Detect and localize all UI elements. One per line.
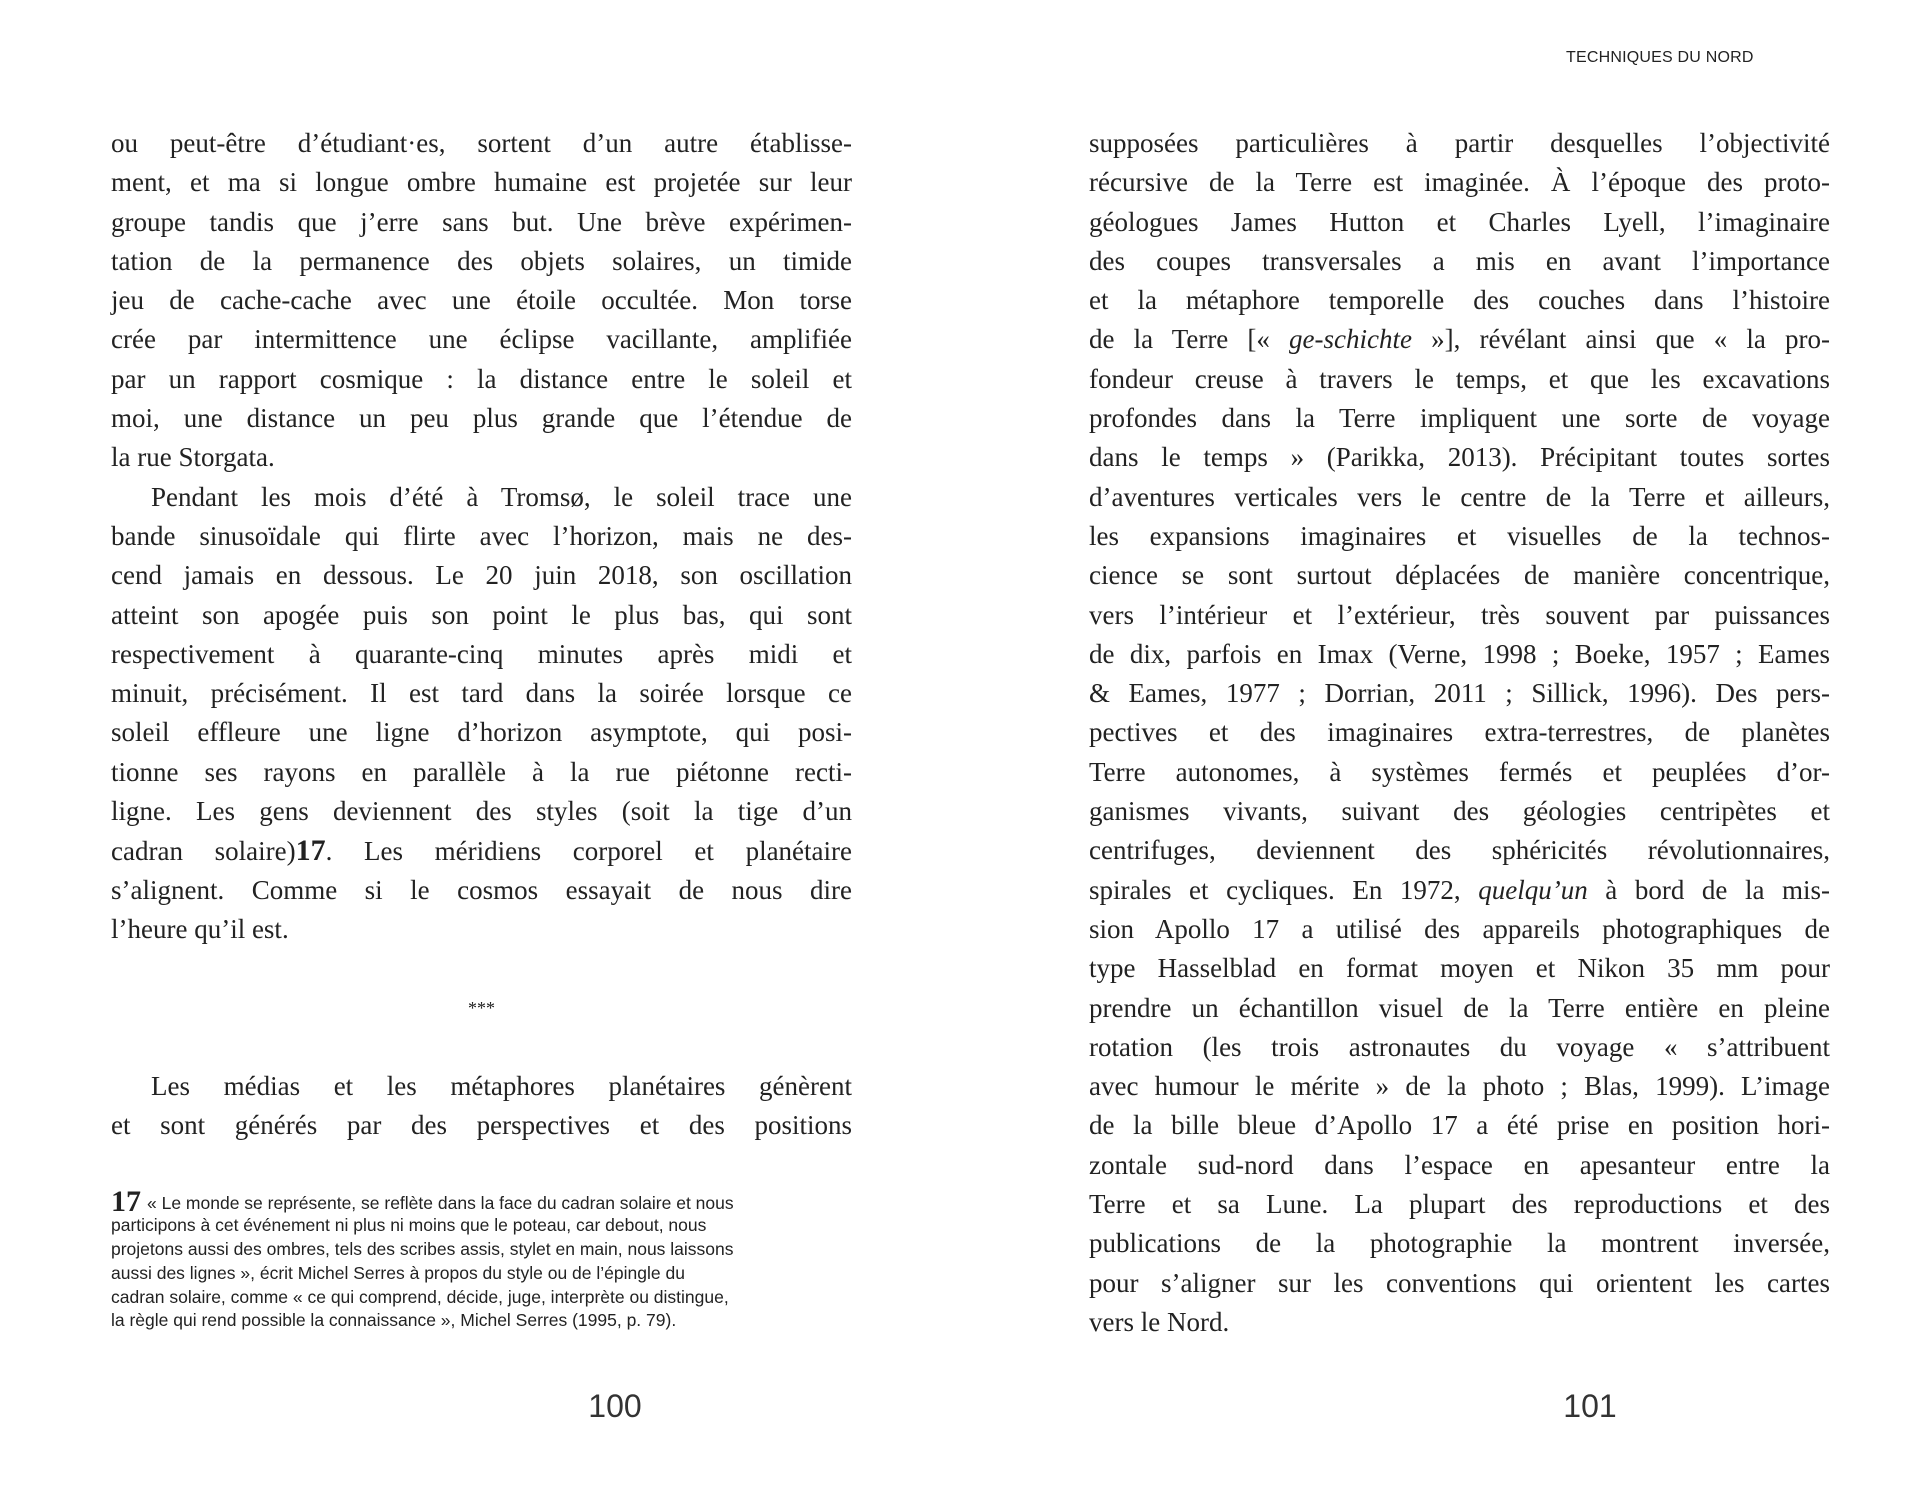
blank-line bbox=[111, 1028, 852, 1067]
text-segment: Les médias et les métaphores planétaires génèrent bbox=[151, 1071, 852, 1102]
text-line bbox=[111, 596, 852, 635]
text-segment: vers l’intérieur et l’extérieur, très souvent par puissances bbox=[1089, 599, 1830, 630]
text-line bbox=[111, 1106, 852, 1145]
text-line bbox=[1089, 1185, 1830, 1224]
text-segment: . Les méridiens corporel et planétaire bbox=[325, 836, 852, 867]
text-segment: ligne. Les gens deviennent des styles (soit la tige d’un bbox=[111, 796, 852, 827]
text-segment: jeu de cache-cache avec une étoile occultée. Mon torse bbox=[111, 285, 852, 316]
text-line bbox=[1089, 1146, 1830, 1185]
text-segment: géologues James Hutton et Charles Lyell, l’imaginaire bbox=[1089, 206, 1830, 237]
text-segment: spirales et cycliques. En 1972, bbox=[1089, 874, 1479, 905]
text-line bbox=[111, 438, 852, 477]
text-line bbox=[1089, 1067, 1830, 1106]
text-segment: et sont générés par des perspectives et des positions bbox=[111, 1110, 852, 1141]
text-segment: groupe tandis que j’erre sans but. Une brève expérimen- bbox=[111, 206, 852, 237]
text-line bbox=[1089, 1264, 1830, 1303]
text-segment: pour s’aligner sur les conventions qui orientent les cartes bbox=[1089, 1267, 1830, 1298]
text-segment: crée par intermittence une éclipse vacillante, amplifiée bbox=[111, 324, 852, 355]
text-line bbox=[1089, 242, 1830, 281]
text-line bbox=[111, 478, 852, 517]
text-line bbox=[1089, 478, 1830, 517]
text-segment: récursive de la Terre est imaginée. À l’époque des proto- bbox=[1089, 167, 1830, 198]
text-line bbox=[111, 360, 852, 399]
text-line bbox=[1089, 399, 1830, 438]
italic-text: ge-schichte bbox=[1289, 324, 1412, 355]
right-page-body bbox=[1089, 124, 1830, 1342]
text-segment: ou peut-être d’étudiant·es, sortent d’un autre établisse- bbox=[111, 128, 852, 158]
text-line bbox=[1089, 635, 1830, 674]
text-segment: publications de la photographie la montrent inversée, bbox=[1089, 1228, 1830, 1259]
text-segment: centrifuges, deviennent des sphéricités révolutionnaires, bbox=[1089, 835, 1830, 866]
text-line bbox=[111, 556, 852, 595]
text-line bbox=[111, 792, 852, 831]
text-segment: sion Apollo 17 a utilisé des appareils photographiques de bbox=[1089, 913, 1830, 944]
text-segment: tionne ses rayons en parallèle à la rue piétonne recti- bbox=[111, 756, 852, 787]
footnote-number: 17 bbox=[111, 1185, 141, 1218]
text-segment: cend jamais en dessous. Le 20 juin 2018, son oscillation bbox=[111, 560, 852, 591]
text-line bbox=[1089, 556, 1830, 595]
text-line bbox=[1089, 1303, 1830, 1342]
running-header: TECHNIQUES DU NORD bbox=[1566, 49, 1754, 66]
footnote-line bbox=[111, 1185, 871, 1218]
text-segment: »], révélant ainsi que « la pro- bbox=[1411, 324, 1831, 355]
text-line bbox=[1089, 438, 1830, 477]
text-segment: et la métaphore temporelle des couches dans l’histoire bbox=[1089, 285, 1830, 316]
text-line bbox=[1089, 989, 1830, 1028]
text-segment: Terre et sa Lune. La plupart des reproductions et des bbox=[1089, 1189, 1830, 1220]
text-segment: respectivement à quarante-cinq minutes après midi et bbox=[111, 638, 852, 669]
text-segment: de la Terre [« bbox=[1089, 324, 1290, 355]
text-segment: type Hasselblad en format moyen et Nikon 35 mm pour bbox=[1089, 953, 1830, 984]
text-line bbox=[1089, 871, 1830, 910]
text-segment: la rue Storgata. bbox=[111, 442, 275, 473]
text-segment: ment, et ma si longue ombre humaine est projetée sur leur bbox=[111, 167, 852, 198]
footnote-line: projetons aussi des ombres, tels des scribes assis, stylet en main, nous laissons bbox=[111, 1238, 734, 1259]
text-segment: tation de la permanence des objets solaires, un timide bbox=[111, 245, 852, 276]
text-segment: ganismes vivants, suivant des géologies centripètes et bbox=[1089, 796, 1830, 827]
text-segment: cience se sont surtout déplacées de manière concentrique, bbox=[1089, 560, 1830, 591]
text-line bbox=[1089, 792, 1830, 831]
text-line bbox=[1089, 1106, 1830, 1145]
text-segment: prendre un échantillon visuel de la Terre entière en pleine bbox=[1089, 992, 1830, 1023]
text-segment: minuit, précisément. Il est tard dans la soirée lorsque ce bbox=[111, 678, 852, 709]
text-segment: moi, une distance un peu plus grande que l’étendue de bbox=[111, 403, 852, 434]
text-line bbox=[111, 910, 852, 949]
text-line bbox=[1089, 1028, 1830, 1067]
text-segment: *** bbox=[468, 997, 495, 1018]
text-segment: profondes dans la Terre impliquent une sorte de voyage bbox=[1089, 403, 1830, 434]
text-line bbox=[1089, 124, 1830, 163]
text-segment: soleil effleure une ligne d’horizon asymptote, qui posi- bbox=[111, 717, 852, 748]
text-line bbox=[111, 517, 852, 556]
text-line bbox=[1089, 360, 1830, 399]
footnote-text: « Le monde se représente, se reflète dans la face du cadran solaire et nous bbox=[147, 1193, 734, 1213]
text-line bbox=[111, 871, 852, 910]
text-segment: de dix, parfois en Imax (Verne, 1998 ; Boeke, 1957 ; Eames bbox=[1089, 638, 1830, 669]
text-line bbox=[1089, 517, 1830, 556]
text-segment: fondeur creuse à travers le temps, et que les excavations bbox=[1089, 363, 1830, 394]
footnote-reference: 17 bbox=[295, 834, 326, 868]
footnote-line: participons à cet événement ni plus ni moins que le poteau, car debout, nous bbox=[111, 1214, 707, 1235]
text-segment: des coupes transversales a mis en avant l’importance bbox=[1089, 245, 1830, 276]
text-segment: s’alignent. Comme si le cosmos essayait de nous dire bbox=[111, 874, 852, 905]
text-segment: d’aventures verticales vers le centre de la Terre et ailleurs, bbox=[1089, 481, 1830, 512]
footnote-line: cadran solaire, comme « ce qui comprend, décide, juge, interprète ou distingue, bbox=[111, 1286, 729, 1307]
text-segment: & Eames, 1977 ; Dorrian, 2011 ; Sillick, 1996). Des pers- bbox=[1089, 678, 1830, 709]
footnote-line: la règle qui rend possible la connaissance », Michel Serres (1995, p. 79). bbox=[111, 1310, 677, 1331]
text-segment: avec humour le mérite » de la photo ; Blas, 1999). L’image bbox=[1089, 1071, 1830, 1102]
footnote-17 bbox=[111, 1185, 871, 1333]
text-line bbox=[111, 242, 852, 281]
left-page-body bbox=[111, 124, 852, 1146]
text-segment: dans le temps » (Parikka, 2013). Précipitant toutes sortes bbox=[1089, 442, 1830, 473]
text-line bbox=[1089, 831, 1830, 870]
text-line bbox=[111, 320, 852, 359]
text-line bbox=[111, 399, 852, 438]
text-segment: Pendant les mois d’été à Tromsø, le soleil trace une bbox=[151, 481, 852, 512]
text-segment: zontale sud-nord dans l’espace en apesanteur entre la bbox=[1089, 1149, 1830, 1180]
text-line bbox=[1089, 281, 1830, 320]
text-line bbox=[111, 713, 852, 752]
text-segment: supposées particulières à partir desquelles l’objectivité bbox=[1089, 128, 1830, 158]
section-break bbox=[111, 989, 852, 1028]
text-segment: l’heure qu’il est. bbox=[111, 913, 289, 944]
text-line bbox=[111, 753, 852, 792]
text-segment: pectives et des imaginaires extra-terrestres, de planètes bbox=[1089, 717, 1830, 748]
text-line bbox=[111, 674, 852, 713]
text-line bbox=[1089, 203, 1830, 242]
text-segment: à bord de la mis- bbox=[1587, 874, 1831, 905]
text-segment: bande sinusoïdale qui flirte avec l’horizon, mais ne des- bbox=[111, 520, 852, 551]
text-line bbox=[111, 203, 852, 242]
page-number-left: 100 bbox=[588, 1388, 642, 1424]
blank-line bbox=[111, 949, 852, 988]
text-line bbox=[111, 163, 852, 202]
text-line bbox=[1089, 596, 1830, 635]
text-segment: les expansions imaginaires et visuelles de la technos- bbox=[1089, 520, 1830, 551]
text-segment: atteint son apogée puis son point le plus bas, qui sont bbox=[111, 599, 852, 630]
text-line bbox=[111, 281, 852, 320]
text-segment: par un rapport cosmique : la distance entre le soleil et bbox=[111, 363, 852, 394]
text-segment: vers le Nord. bbox=[1089, 1306, 1230, 1337]
text-line bbox=[1089, 1224, 1830, 1263]
text-line bbox=[1089, 753, 1830, 792]
text-line bbox=[111, 831, 852, 870]
text-line bbox=[1089, 320, 1830, 359]
text-line bbox=[1089, 713, 1830, 752]
text-segment: Terre autonomes, à systèmes fermés et peuplées d’or- bbox=[1089, 756, 1830, 787]
text-line bbox=[111, 124, 852, 163]
text-line bbox=[1089, 163, 1830, 202]
text-line bbox=[1089, 910, 1830, 949]
text-line bbox=[111, 635, 852, 674]
footnote-line: aussi des lignes », écrit Michel Serres à propos du style ou de l’épingle du bbox=[111, 1262, 685, 1283]
text-line bbox=[1089, 949, 1830, 988]
text-segment: de la bille bleue d’Apollo 17 a été prise en position hori- bbox=[1089, 1110, 1830, 1141]
page-number-right: 101 bbox=[1563, 1388, 1617, 1424]
text-segment: cadran solaire) bbox=[111, 836, 296, 867]
text-line bbox=[1089, 674, 1830, 713]
text-segment: rotation (les trois astronautes du voyage « s’attribuent bbox=[1089, 1031, 1830, 1062]
text-line bbox=[111, 1067, 852, 1106]
italic-text: quelqu’un bbox=[1478, 874, 1588, 905]
